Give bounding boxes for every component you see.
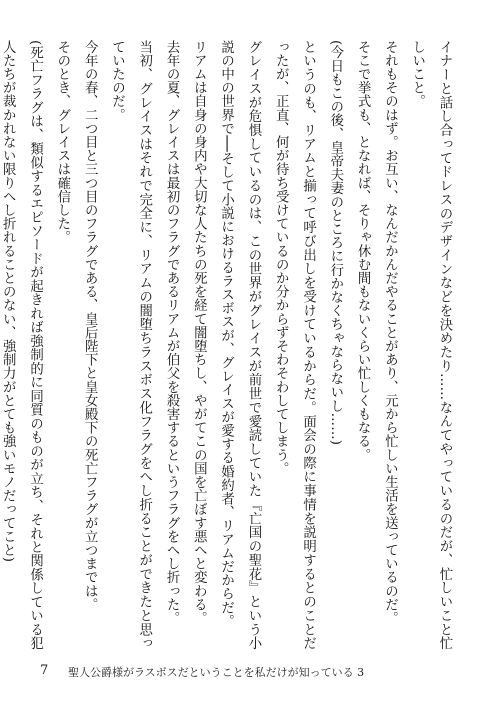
paragraph: 当初、グレイスはそれで完全に、リアムの闇堕ちラスボス化フラグをへし折ることができたと思っていたのだ。 (109, 40, 152, 650)
paragraph: そこで挙式も、となれば、そりゃ休む間もないくらい忙しくもなる。 (355, 40, 371, 462)
running-title: 聖人公爵様がラスボスだということを私だけが知っている 3 (68, 666, 365, 679)
paragraph: 今年の春、二つ目と三つ目のフラグである、皇后陛下と皇女殿下の死亡フラグが立つまでは。 (82, 40, 98, 612)
paragraph: イナーと話し合ってドレスのデザインなどを決めたり……なんてやっているのだが、忙しいこと忙しいこと。 (409, 40, 452, 650)
paragraph: というのも、リアムと揃って呼び出しを受けているからだ。面会の際に事情を説明するとのことだったが、正直、何が待ち受けているのか分からずそわそわしてしまう。 (273, 40, 316, 650)
paragraph: そのとき、グレイスは確信した。 (54, 40, 70, 244)
page-footer (40, 663, 460, 683)
paragraph: リアムは自身の身内や大切な人たちの死を経て闇堕ちし、やがてこの国を亡ぼす悪へと変わる。 (191, 40, 207, 625)
body-text (0, 40, 458, 650)
paragraph: グレイスが危惧しているのは、この世界がグレイスが前世で愛読していた『亡国の聖花』という小説の中の世界で──そして小説におけるラスボスが、グレイスが愛する婚約者、リアムだからだ。 (218, 40, 261, 650)
paragraph: 去年の夏、グレイスは最初のフラグであるリアムが伯父を殺害するというフラグをへし折った。 (164, 40, 180, 625)
paragraph: (今日もこの後、皇帝夫妻のところに行かなくちゃならないし……) (327, 40, 343, 446)
paragraph: (死亡フラグは、類似するエピソードが起きれば強制的に同質のものが立ち、それと関係している犯人たちが裁かれない限りへし折れることのない、強制力がとても強いモノだってこと) (0, 40, 43, 650)
paragraph: それもそのはず。お互い、なんだかんだやることがあり、元から忙しい生活を送っているのだ。 (382, 40, 398, 625)
page-number: 7 (40, 663, 49, 678)
